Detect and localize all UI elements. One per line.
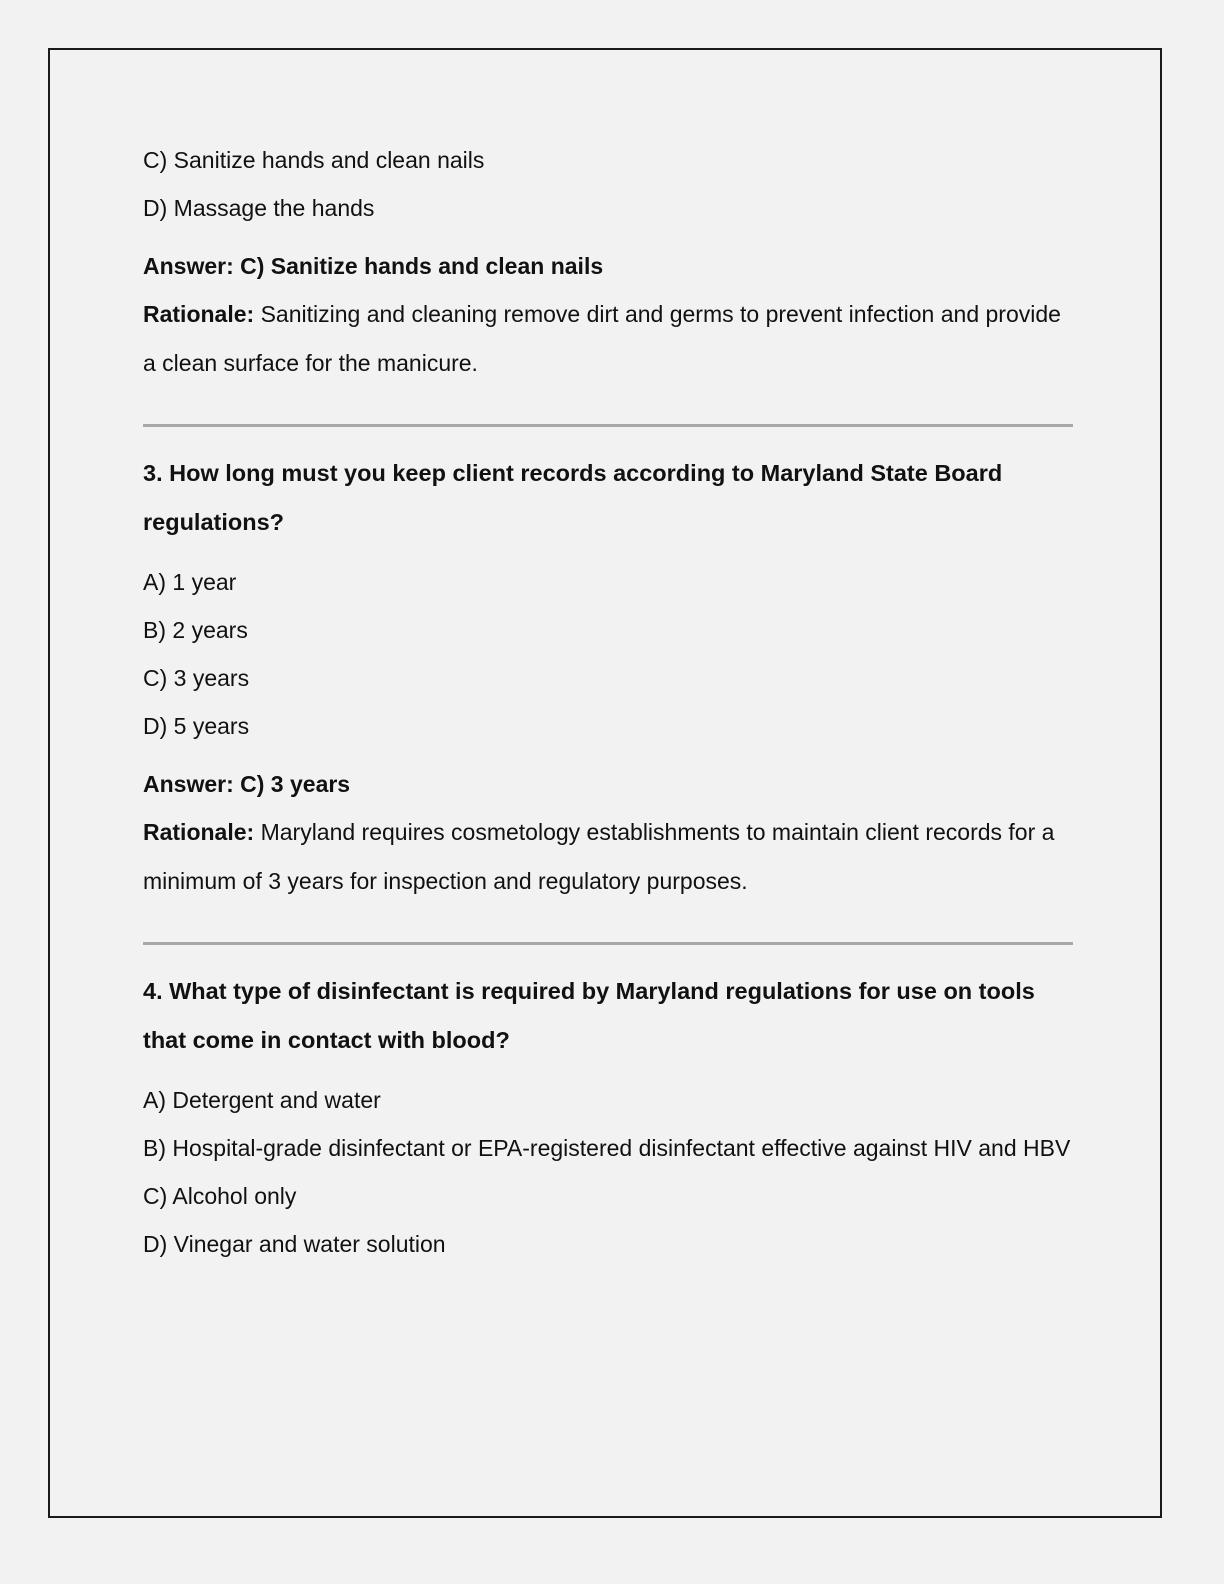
answer-line xyxy=(143,242,1073,290)
option-b: B) Hospital-grade disinfectant or EPA-registered disinfectant effective against HIV and HBV xyxy=(143,1135,1071,1161)
option-d: D) Massage the hands xyxy=(143,195,375,221)
page-content xyxy=(143,136,1073,1268)
option-a: A) 1 year xyxy=(143,569,237,595)
answer-line xyxy=(143,760,1073,808)
option-c: C) 3 years xyxy=(143,665,250,691)
question-3-block xyxy=(143,449,1073,905)
rationale xyxy=(143,808,1073,905)
rationale-text: Sanitizing and cleaning remove dirt and germs to prevent infection and provide a clean surface for the manicure. xyxy=(143,301,1061,376)
option-d: D) Vinegar and water solution xyxy=(143,1231,446,1257)
question-4-block xyxy=(143,967,1073,1268)
question-2-block xyxy=(143,136,1073,387)
answer-label: Answer: xyxy=(143,771,234,797)
rationale xyxy=(143,290,1073,387)
option-c: C) Alcohol only xyxy=(143,1183,297,1209)
option-a: A) Detergent and water xyxy=(143,1087,381,1113)
answer-text: C) 3 years xyxy=(233,771,351,797)
answer-label: Answer: xyxy=(143,253,234,279)
rationale-text: Maryland requires cosmetology establishments to maintain client records for a minimum of 3 years for inspection and regulatory purposes. xyxy=(143,819,1055,894)
rationale-label: Rationale: xyxy=(143,819,255,845)
option-d: D) 5 years xyxy=(143,713,250,739)
answer-text: C) Sanitize hands and clean nails xyxy=(233,253,604,279)
option-b: B) 2 years xyxy=(143,617,248,643)
question-4-text: 4. What type of disinfectant is required by Maryland regulations for use on tools that come in contact with blood? xyxy=(143,978,1035,1053)
rationale-label: Rationale: xyxy=(143,301,255,327)
option-c: C) Sanitize hands and clean nails xyxy=(143,147,485,173)
question-3-text: 3. How long must you keep client records according to Maryland State Board regulations? xyxy=(143,460,1003,535)
